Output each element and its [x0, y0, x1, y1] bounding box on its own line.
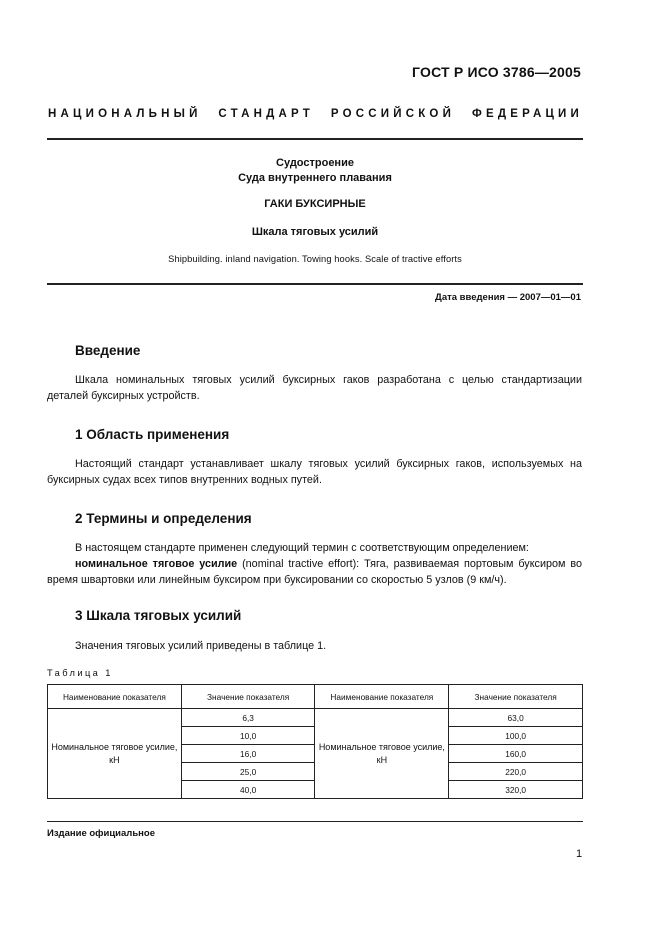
term-definition: (nominal tractive effort): Тяга, развиваемая портовым буксиром во время швартовки или линейным буксиром при буксировании со скоростью 5 узлов (9 км/ч).: [47, 558, 582, 586]
title-line-4: Шкала тяговых усилий: [251, 226, 379, 238]
title-english: Shipbuilding. inland navigation. Towing hooks. Scale of tractive efforts: [168, 254, 462, 264]
terms-definition: [47, 556, 582, 588]
title-divider: [47, 283, 583, 285]
table-header: Наименование показателя: [48, 685, 182, 709]
table-header: Значение показателя: [449, 685, 583, 709]
heading-scale: 3 Шкала тяговых усилий: [75, 608, 242, 623]
introduction-paragraph: [47, 372, 582, 404]
left-value: 16,0: [181, 745, 315, 763]
terms-intro: В настоящем стандарте применен следующий термин с соответствующим определением:: [75, 542, 529, 554]
left-value: 25,0: [181, 763, 315, 781]
heading-introduction: Введение: [75, 343, 141, 358]
left-value: 40,0: [181, 781, 315, 799]
scale-text: Значения тяговых усилий приведены в таблице 1.: [75, 640, 327, 652]
left-value: 6,3: [181, 709, 315, 727]
footer-divider: [47, 821, 583, 822]
table-header: Значение показателя: [181, 685, 315, 709]
standard-number: ГОСТ Р ИСО 3786—2005: [412, 64, 581, 80]
introduction-text: Шкала номинальных тяговых усилий буксирных гаков разработана с целью стандартизации деталей буксирных устройств.: [47, 374, 582, 402]
term-name: номинальное тяговое усилие: [75, 558, 238, 570]
introduction-date: Дата введения — 2007—01—01: [435, 292, 581, 303]
title-line-3: ГАКИ БУКСИРНЫЕ: [264, 198, 366, 210]
right-value: 63,0: [449, 709, 583, 727]
table-header: Наименование показателя: [315, 685, 449, 709]
right-value: 320,0: [449, 781, 583, 799]
official-edition: Издание официальное: [47, 828, 155, 839]
tractive-effort-table: [47, 684, 583, 799]
heading-terms: 2 Термины и определения: [75, 511, 252, 526]
top-divider: [47, 138, 583, 140]
table-header-row: [48, 685, 583, 709]
table-caption: Таблица 1: [47, 668, 113, 678]
title-line-2: Суда внутреннего плавания: [238, 172, 392, 184]
right-value: 220,0: [449, 763, 583, 781]
left-value: 10,0: [181, 727, 315, 745]
right-parameter-name: Номинальное тяговое усилие, кН: [315, 709, 449, 799]
right-value: 100,0: [449, 727, 583, 745]
page-number: 1: [576, 848, 583, 860]
national-standard-title: НАЦИОНАЛЬНЫЙ СТАНДАРТ РОССИЙСКОЙ ФЕДЕРАЦИИ: [48, 108, 583, 120]
heading-scope: 1 Область применения: [75, 427, 230, 442]
right-value: 160,0: [449, 745, 583, 763]
left-parameter-name: Номинальное тяговое усилие, кН: [48, 709, 182, 799]
scope-paragraph: [47, 456, 582, 488]
scope-text: Настоящий стандарт устанавливает шкалу тяговых усилий буксирных гаков, используемых на буксирных судах всех типов внутренних водных путей.: [47, 458, 582, 486]
title-line-1: Судостроение: [276, 157, 354, 169]
table-row: [48, 709, 583, 727]
